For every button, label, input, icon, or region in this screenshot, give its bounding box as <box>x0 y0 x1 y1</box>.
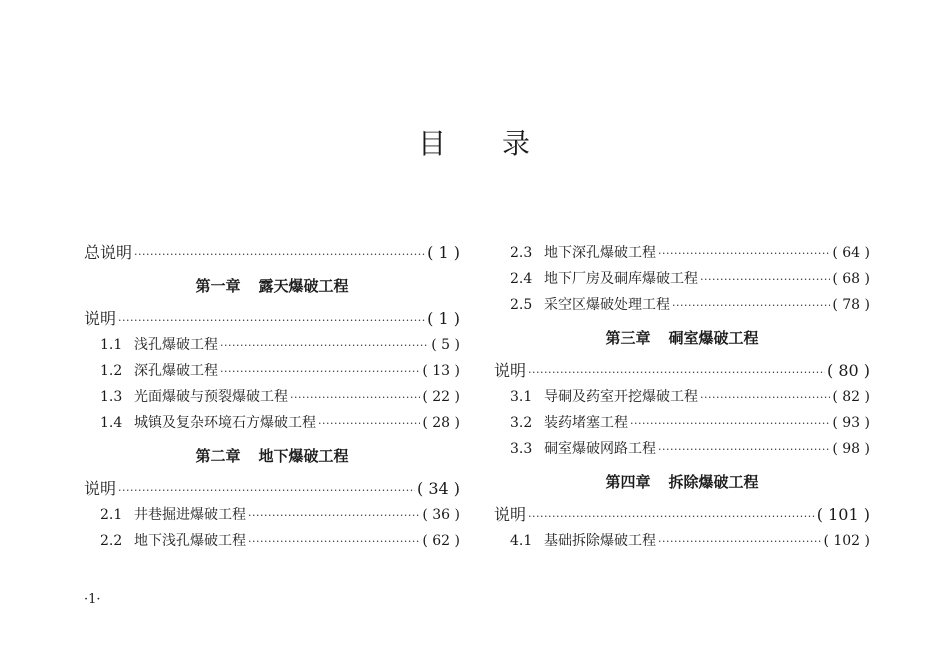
toc-entry-page: ( 78 ) <box>832 297 870 313</box>
toc-entry-page: ( 22 ) <box>422 389 460 405</box>
leader-dots <box>528 360 825 386</box>
toc-entry-2-3[interactable] <box>494 240 870 266</box>
leader-dots <box>658 529 821 555</box>
title-char-2: 录 <box>502 127 533 160</box>
chapter-title: 拆除爆破工程 <box>668 473 759 491</box>
leader-dots <box>220 359 420 385</box>
leader-dots <box>658 437 830 463</box>
chapter-number: 第一章 <box>195 277 241 295</box>
toc-entry-page: ( 68 ) <box>832 271 870 287</box>
page-number: ·1· <box>84 592 101 607</box>
toc-entry-2-5[interactable] <box>494 292 870 318</box>
section-number: 1.1 <box>100 337 123 353</box>
toc-entry-1-4[interactable] <box>84 410 460 436</box>
leader-dots <box>672 293 830 319</box>
leader-dots <box>318 411 420 437</box>
toc-entry-3-2[interactable] <box>494 410 870 436</box>
toc-entry-3-1[interactable] <box>494 384 870 410</box>
toc-entry-label: 地下厂房及硐库爆破工程 <box>544 271 698 287</box>
toc-right-column <box>494 240 870 554</box>
page-title <box>0 122 950 162</box>
leader-dots <box>220 333 429 359</box>
toc-entry-page: ( 80 ) <box>826 361 870 380</box>
toc-entry-label: 说明 <box>494 361 527 380</box>
toc-entry-label: 说明 <box>84 309 117 328</box>
chapter-heading-1[interactable] <box>84 266 460 306</box>
chapter-number: 第三章 <box>605 329 651 347</box>
section-number: 4.1 <box>510 533 533 549</box>
toc-entry-label: 地下深孔爆破工程 <box>544 245 656 261</box>
toc-entry-label: 硐室爆破网路工程 <box>544 441 656 457</box>
leader-dots <box>248 529 420 555</box>
toc-entry-ch4-intro[interactable] <box>494 502 870 528</box>
chapter-heading-3[interactable] <box>494 318 870 358</box>
toc-entry-2-2[interactable] <box>84 528 460 554</box>
title-char-1: 目 <box>417 127 448 160</box>
chapter-heading-2[interactable] <box>84 436 460 476</box>
section-number: 1.4 <box>100 415 123 431</box>
leader-dots <box>134 242 425 268</box>
toc-entry-2-1[interactable] <box>84 502 460 528</box>
toc-entry-1-2[interactable] <box>84 358 460 384</box>
toc-entry-4-1[interactable] <box>494 528 870 554</box>
section-number: 1.3 <box>100 389 123 405</box>
leader-dots <box>658 241 830 267</box>
section-number: 3.1 <box>510 389 533 405</box>
toc-entry-label: 深孔爆破工程 <box>134 363 218 379</box>
leader-dots <box>630 411 830 437</box>
toc-entry-2-4[interactable] <box>494 266 870 292</box>
toc-entry-page: ( 36 ) <box>422 507 460 523</box>
chapter-title: 露天爆破工程 <box>258 277 349 295</box>
section-number: 2.4 <box>510 271 533 287</box>
toc-entry-label: 城镇及复杂环境石方爆破工程 <box>134 415 316 431</box>
toc-left-column <box>84 240 460 554</box>
section-number: 3.2 <box>510 415 533 431</box>
toc-entry-label: 总说明 <box>84 243 133 262</box>
leader-dots <box>118 478 415 504</box>
toc-entry-1-3[interactable] <box>84 384 460 410</box>
toc-entry-page: ( 34 ) <box>416 479 460 498</box>
leader-dots <box>700 385 830 411</box>
toc-entry-general[interactable] <box>84 240 460 266</box>
toc-entry-ch1-intro[interactable] <box>84 306 460 332</box>
section-number: 3.3 <box>510 441 533 457</box>
toc-entry-page: ( 64 ) <box>832 245 870 261</box>
toc-entry-page: ( 28 ) <box>422 415 460 431</box>
toc-entry-label: 浅孔爆破工程 <box>134 337 218 353</box>
toc-entry-page: ( 62 ) <box>422 533 460 549</box>
chapter-number: 第四章 <box>605 473 651 491</box>
chapter-title: 硐室爆破工程 <box>668 329 759 347</box>
toc-entry-page: ( 1 ) <box>427 243 460 262</box>
section-number: 2.3 <box>510 245 533 261</box>
toc-entry-page: ( 102 ) <box>823 533 870 549</box>
chapter-title: 地下爆破工程 <box>258 447 349 465</box>
toc-entry-label: 地下浅孔爆破工程 <box>134 533 246 549</box>
leader-dots <box>290 385 420 411</box>
section-number: 1.2 <box>100 363 123 379</box>
leader-dots <box>528 504 815 530</box>
toc-entry-page: ( 13 ) <box>422 363 460 379</box>
toc-entry-ch3-intro[interactable] <box>494 358 870 384</box>
toc-entry-label: 导硐及药室开挖爆破工程 <box>544 389 698 405</box>
toc-entry-label: 装药堵塞工程 <box>544 415 628 431</box>
chapter-number: 第二章 <box>195 447 241 465</box>
toc-entry-label: 光面爆破与预裂爆破工程 <box>134 389 288 405</box>
toc-entry-label: 基础拆除爆破工程 <box>544 533 656 549</box>
section-number: 2.2 <box>100 533 123 549</box>
toc-entry-page: ( 93 ) <box>832 415 870 431</box>
leader-dots <box>700 267 830 293</box>
toc-entry-label: 说明 <box>84 479 117 498</box>
toc-entry-page: ( 1 ) <box>427 309 460 328</box>
toc-entry-3-3[interactable] <box>494 436 870 462</box>
toc-entry-page: ( 82 ) <box>832 389 870 405</box>
section-number: 2.5 <box>510 297 533 313</box>
toc-entry-ch2-intro[interactable] <box>84 476 460 502</box>
leader-dots <box>248 503 420 529</box>
toc-entry-page: ( 5 ) <box>431 337 460 353</box>
toc-entry-label: 说明 <box>494 505 527 524</box>
toc-entry-page: ( 101 ) <box>816 505 870 524</box>
leader-dots <box>118 308 425 334</box>
section-number: 2.1 <box>100 507 123 523</box>
toc-entry-label: 采空区爆破处理工程 <box>544 297 670 313</box>
chapter-heading-4[interactable] <box>494 462 870 502</box>
toc-entry-page: ( 98 ) <box>832 441 870 457</box>
toc-entry-label: 井巷掘进爆破工程 <box>134 507 246 523</box>
toc-entry-1-1[interactable] <box>84 332 460 358</box>
